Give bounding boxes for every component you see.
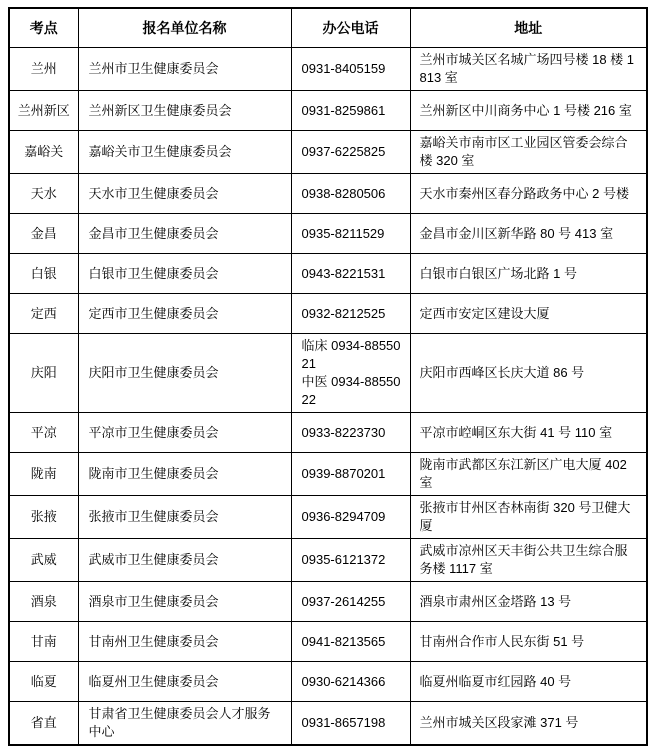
table-body: [9, 48, 647, 746]
phone-line: 0931-8405159: [301, 61, 386, 76]
address-cell: 金昌市金川区新华路 80 号 413 室: [410, 214, 647, 254]
unit-cell: 甘肃省卫生健康委员会人才服务中心: [78, 702, 291, 746]
unit-cell: 张掖市卫生健康委员会: [78, 496, 291, 539]
table-row: [9, 702, 647, 746]
address-cell: 平凉市崆峒区东大街 41 号 110 室: [410, 413, 647, 453]
phone-line: 0941-8213565: [301, 633, 386, 649]
site-cell: 嘉峪关: [9, 131, 78, 174]
address-cell: 兰州新区中川商务中心 1 号楼 216 室: [410, 91, 647, 131]
site-cell: 省直: [9, 702, 78, 746]
phone-line: 中医 0934-8855022: [301, 374, 401, 407]
address-cell: 武威市凉州区天丰街公共卫生综合服务楼 1117 室: [410, 539, 647, 582]
phone-line: 0937-2614255: [301, 593, 386, 609]
phone-line: 0936-8294709: [301, 509, 386, 524]
address-cell: 嘉峪关市南市区工业园区管委会综合楼 320 室: [410, 131, 647, 174]
site-cell: 天水: [9, 174, 78, 214]
phone-line: 0939-8870201: [301, 466, 386, 481]
address-cell: 兰州市城关区名城广场四号楼 18 楼 1813 室: [410, 48, 647, 91]
table-row: [9, 334, 647, 413]
site-cell: 庆阳: [9, 334, 78, 413]
address-cell: 陇南市武都区东江新区广电大厦 402 室: [410, 453, 647, 496]
phone-line: 0943-8221531: [301, 265, 386, 281]
address-cell: 临夏州临夏市红园路 40 号: [410, 662, 647, 702]
site-cell: 甘南: [9, 622, 78, 662]
table-row: [9, 496, 647, 539]
table-row: [9, 214, 647, 254]
phone-line: 0933-8223730: [301, 424, 386, 440]
phone-line: 0931-8259861: [301, 102, 386, 118]
table-row: [9, 582, 647, 622]
phone-cell: [291, 582, 410, 622]
address-cell: 兰州市城关区段家滩 371 号: [410, 702, 647, 746]
table-row: [9, 174, 647, 214]
site-cell: 白银: [9, 254, 78, 294]
table-row: [9, 622, 647, 662]
site-cell: 临夏: [9, 662, 78, 702]
unit-cell: 兰州新区卫生健康委员会: [78, 91, 291, 131]
unit-cell: 陇南市卫生健康委员会: [78, 453, 291, 496]
site-cell: 酒泉: [9, 582, 78, 622]
header-row: [9, 8, 647, 48]
address-cell: 张掖市甘州区杏林南街 320 号卫健大厦: [410, 496, 647, 539]
site-cell: 武威: [9, 539, 78, 582]
site-cell: 金昌: [9, 214, 78, 254]
phone-cell: [291, 174, 410, 214]
phone-line: 0930-6214366: [301, 673, 386, 689]
table-row: [9, 413, 647, 453]
site-cell: 平凉: [9, 413, 78, 453]
phone-cell: [291, 662, 410, 702]
site-cell: 定西: [9, 294, 78, 334]
phone-line: 0931-8657198: [301, 715, 386, 730]
phone-cell: [291, 334, 410, 413]
site-cell: 张掖: [9, 496, 78, 539]
table-row: [9, 48, 647, 91]
header-phone: 办公电话: [291, 8, 410, 48]
address-cell: 酒泉市肃州区金塔路 13 号: [410, 582, 647, 622]
unit-cell: 天水市卫生健康委员会: [78, 174, 291, 214]
table-row: [9, 539, 647, 582]
table-row: [9, 254, 647, 294]
address-cell: 白银市白银区广场北路 1 号: [410, 254, 647, 294]
address-cell: 甘南州合作市人民东街 51 号: [410, 622, 647, 662]
unit-cell: 酒泉市卫生健康委员会: [78, 582, 291, 622]
site-cell: 陇南: [9, 453, 78, 496]
table-header: [9, 8, 647, 48]
unit-cell: 庆阳市卫生健康委员会: [78, 334, 291, 413]
phone-line: 0938-8280506: [301, 185, 386, 201]
unit-cell: 甘南州卫生健康委员会: [78, 622, 291, 662]
unit-cell: 兰州市卫生健康委员会: [78, 48, 291, 91]
site-cell: 兰州新区: [9, 91, 78, 131]
phone-cell: [291, 48, 410, 91]
phone-cell: [291, 453, 410, 496]
phone-line: 0935-6121372: [301, 552, 386, 567]
phone-line: 0937-6225825: [301, 144, 386, 159]
phone-cell: [291, 622, 410, 662]
table-row: [9, 662, 647, 702]
unit-cell: 白银市卫生健康委员会: [78, 254, 291, 294]
phone-cell: [291, 496, 410, 539]
unit-cell: 定西市卫生健康委员会: [78, 294, 291, 334]
address-cell: 定西市安定区建设大厦: [410, 294, 647, 334]
table-row: [9, 131, 647, 174]
unit-cell: 临夏州卫生健康委员会: [78, 662, 291, 702]
phone-cell: [291, 539, 410, 582]
header-address: 地址: [410, 8, 647, 48]
address-cell: 天水市秦州区春分路政务中心 2 号楼: [410, 174, 647, 214]
phone-cell: [291, 214, 410, 254]
phone-cell: [291, 254, 410, 294]
table-row: [9, 453, 647, 496]
phone-cell: [291, 91, 410, 131]
phone-line: 0935-8211529: [301, 225, 385, 241]
phone-cell: [291, 294, 410, 334]
header-unit: 报名单位名称: [78, 8, 291, 48]
site-cell: 兰州: [9, 48, 78, 91]
unit-cell: 武威市卫生健康委员会: [78, 539, 291, 582]
header-site: 考点: [9, 8, 78, 48]
address-cell: 庆阳市西峰区长庆大道 86 号: [410, 334, 647, 413]
unit-cell: 嘉峪关市卫生健康委员会: [78, 131, 291, 174]
registration-table: [8, 7, 648, 746]
phone-cell: [291, 131, 410, 174]
unit-cell: 平凉市卫生健康委员会: [78, 413, 291, 453]
table-row: [9, 294, 647, 334]
phone-line: 临床 0934-8855021: [301, 338, 401, 371]
phone-cell: [291, 702, 410, 746]
table-row: [9, 91, 647, 131]
phone-line: 0932-8212525: [301, 305, 386, 321]
unit-cell: 金昌市卫生健康委员会: [78, 214, 291, 254]
phone-cell: [291, 413, 410, 453]
